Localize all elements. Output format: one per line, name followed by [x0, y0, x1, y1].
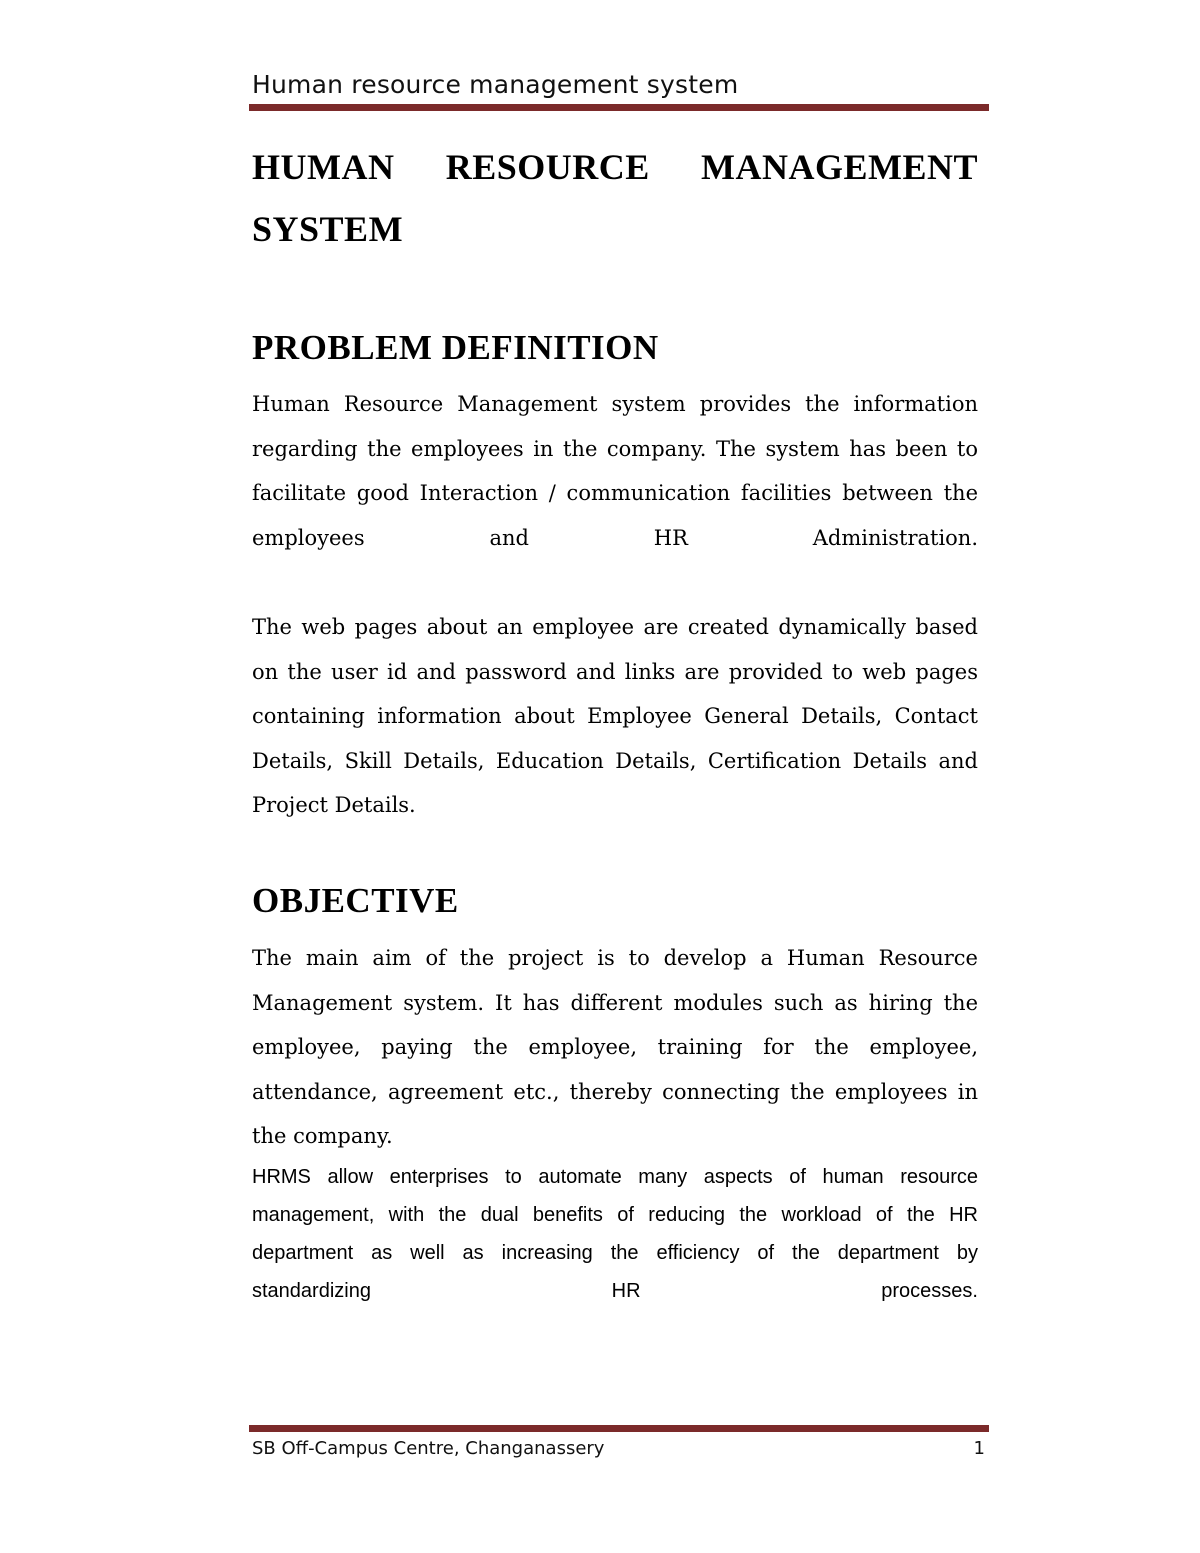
running-header: Human resource management system — [252, 70, 739, 99]
problem-definition-paragraph-1: Human Resource Management system provides the information regarding the employees in the company. The system has been to facilitate good Interaction / communication facilities between the employees and HR Administration. — [252, 392, 978, 550]
document-title: HUMAN RESOURCE MANAGEMENT SYSTEM — [252, 147, 978, 249]
page-number: 1 — [973, 1438, 985, 1459]
objective-paragraph-2: HRMS allow enterprises to automate many aspects of human resource management, with the dual benefits of reducing the workload of the HR department as well as increasing the efficiency of the department by standardizing HR processes. — [252, 1166, 978, 1302]
header-rule — [249, 104, 989, 111]
problem-definition-paragraph-2: The web pages about an employee are created dynamically based on the user id and password and links are provided to web pages containing information about Employee General Details, Contact Details, Skill Details, Education Details, Certification Details and Project Details. — [252, 615, 978, 818]
objective-paragraph-1: The main aim of the project is to develop a Human Resource Management system. It has different modules such as hiring the employee, paying the employee, training for the employee, attendance, agreement etc., thereby connecting the employees in the company. — [252, 946, 978, 1149]
footer-institution: SB Off-Campus Centre, Changanassery — [252, 1438, 605, 1459]
footer-rule — [249, 1425, 989, 1432]
section-heading-problem-definition: PROBLEM DEFINITION — [252, 328, 659, 367]
section-heading-objective: OBJECTIVE — [252, 881, 459, 920]
